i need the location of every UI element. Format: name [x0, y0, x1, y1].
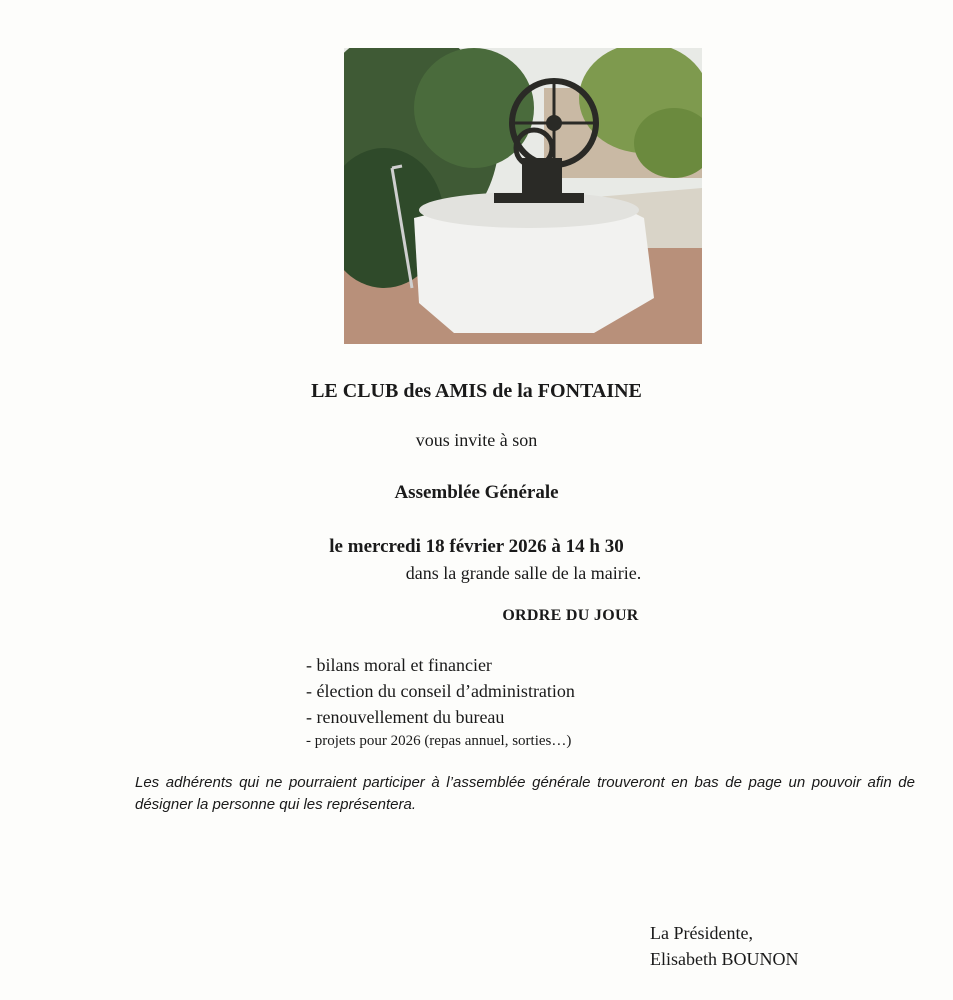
signature-role: La Présidente, — [650, 923, 753, 943]
agenda-item: - renouvellement du bureau — [306, 707, 505, 727]
agenda-item: - bilans moral et financier — [306, 655, 492, 675]
event-name: Assemblée Générale — [394, 482, 559, 503]
event-date: le mercredi 18 février 2026 à 14 h 30 — [329, 536, 624, 557]
fountain-photo — [344, 48, 702, 344]
agenda-list — [306, 652, 575, 752]
proxy-notice: Les adhérents qui ne pourraient participer à l’assemblée générale trouveront en bas de page un pouvoir afin de désigner la personne qui les représentera. — [135, 774, 915, 813]
agenda-item: - élection du conseil d’administration — [306, 681, 575, 701]
club-title: LE CLUB des AMIS de la FONTAINE — [311, 380, 642, 402]
agenda-title: ORDRE DU JOUR — [502, 607, 639, 624]
invite-line: vous invite à son — [415, 430, 538, 450]
fountain-wheel-photo — [344, 48, 702, 344]
agenda-item: - projets pour 2026 (repas annuel, sorties…) — [306, 733, 572, 749]
signature-block — [650, 920, 798, 972]
signature-name: Elisabeth BOUNON — [650, 949, 799, 969]
event-place: dans la grande salle de la mairie. — [405, 563, 642, 583]
